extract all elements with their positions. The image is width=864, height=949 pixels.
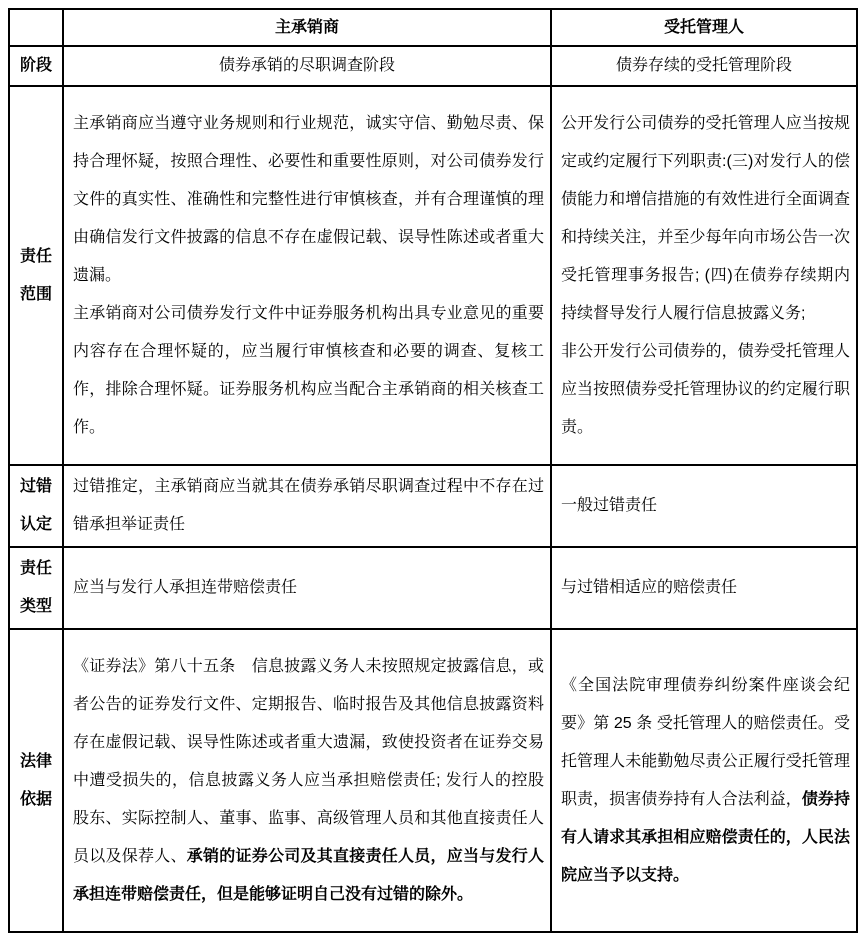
- row-label-responsibility-scope: 责任范围: [9, 86, 63, 465]
- paragraph: [73, 648, 544, 914]
- paragraph: [556, 47, 852, 85]
- text-run: 应当与发行人承担连带赔偿责任: [73, 579, 298, 596]
- bold-text-run: 债券持有人请求其承担相应赔偿责任的，人民法院应当予以支持。: [561, 790, 850, 884]
- text-run: 债券承销的尽职调查阶段: [218, 57, 395, 74]
- text-run: 非公开发行公司债券的，债券受托管理人应当按照债券受托管理协议的约定履行职责。: [561, 342, 850, 436]
- comparison-table: [8, 8, 858, 933]
- fault-underwriter-cell: [63, 465, 551, 547]
- paragraph: [73, 295, 544, 447]
- liability-underwriter-cell: [63, 547, 551, 629]
- legal-underwriter-cell: [63, 629, 551, 932]
- text-run: 公开发行公司债券的受托管理人应当按规定或约定履行下列职责:(三)对发行人的偿债能力和增信措施的有效性进行全面调查和持续关注，并至少每年向市场公告一次受托管理事务报告; (四)在债券存续期内持续督导发行人履行信息披露义务;: [561, 114, 850, 322]
- row-fault-determination: [9, 465, 857, 547]
- row-legal-basis: [9, 629, 857, 932]
- paragraph: [73, 569, 544, 607]
- scope-underwriter-cell: [63, 86, 551, 465]
- scope-trustee-cell: [551, 86, 857, 465]
- paragraph: [561, 569, 850, 607]
- fault-trustee-cell: [551, 465, 857, 547]
- text-run: 与过错相适应的赔偿责任: [561, 579, 738, 596]
- paragraph: [68, 47, 546, 85]
- legal-trustee-cell: [551, 629, 857, 932]
- stage-trustee-cell: [551, 46, 857, 86]
- paragraph: [561, 667, 850, 895]
- text-run: 《证券法》第八十五条 信息披露义务人未按照规定披露信息，或者公告的证券发行文件、定期报告、临时报告及其他信息披露资料存在虚假记载、误导性陈述或者重大遗漏，致使投资者在证券交易中遭受损失的，信息披露义务人应当承担赔偿责任; 发行人的控股股东、实际控制人、董事、监事、高级管理人员和其他直接责任人员以及保荐人、: [73, 657, 544, 865]
- text-run: 《全国法院审理债券纠纷案件座谈会纪要》第 25 条 受托管理人的赔偿责任。受托管理人未能勤勉尽责公正履行受托管理职责，损害债券持有人合法利益，: [561, 676, 850, 808]
- header-corner-cell: [9, 9, 63, 46]
- paragraph: [73, 468, 544, 544]
- bold-text-run: 承销的证券公司及其直接责任人员，应当与发行人承担连带赔偿责任，但是能够证明自己没有过错的除外。: [73, 847, 544, 903]
- text-run: 过错推定，主承销商应当就其在债券承销尽职调查过程中不存在过错承担举证责任: [73, 478, 544, 533]
- paragraph: [561, 333, 850, 447]
- paragraph: [561, 105, 850, 333]
- row-label-stage: 阶段: [9, 46, 63, 86]
- text-run: 主承销商应当遵守业务规则和行业规范，诚实守信、勤勉尽责、保持合理怀疑，按照合理性、必要性和重要性原则，对公司债券发行文件的真实性、准确性和完整性进行审慎核查，并有合理谨慎的理由确信发行文件披露的信息不存在虚假记载、误导性陈述或者重大遗漏。: [73, 114, 544, 284]
- row-stage: [9, 46, 857, 86]
- text-run: 主承销商对公司债券发行文件中证券服务机构出具专业意见的重要内容存在合理怀疑的，应当履行审慎核查和必要的调查、复核工作，排除合理怀疑。证券服务机构应当配合主承销商的相关核查工作。: [73, 304, 544, 436]
- stage-underwriter-cell: [63, 46, 551, 86]
- header-lead-underwriter: 主承销商: [63, 9, 551, 46]
- text-run: 债券存续的受托管理阶段: [615, 57, 792, 74]
- row-label-liability-type: 责任类型: [9, 547, 63, 629]
- paragraph: [73, 105, 544, 295]
- text-run: 一般过错责任: [561, 497, 658, 514]
- liability-trustee-cell: [551, 547, 857, 629]
- row-label-fault-determination: 过错认定: [9, 465, 63, 547]
- header-trustee: 受托管理人: [551, 9, 857, 46]
- row-liability-type: [9, 547, 857, 629]
- paragraph: [561, 487, 850, 525]
- table-header-row: [9, 9, 857, 46]
- row-responsibility-scope: [9, 86, 857, 465]
- row-label-legal-basis: 法律依据: [9, 629, 63, 932]
